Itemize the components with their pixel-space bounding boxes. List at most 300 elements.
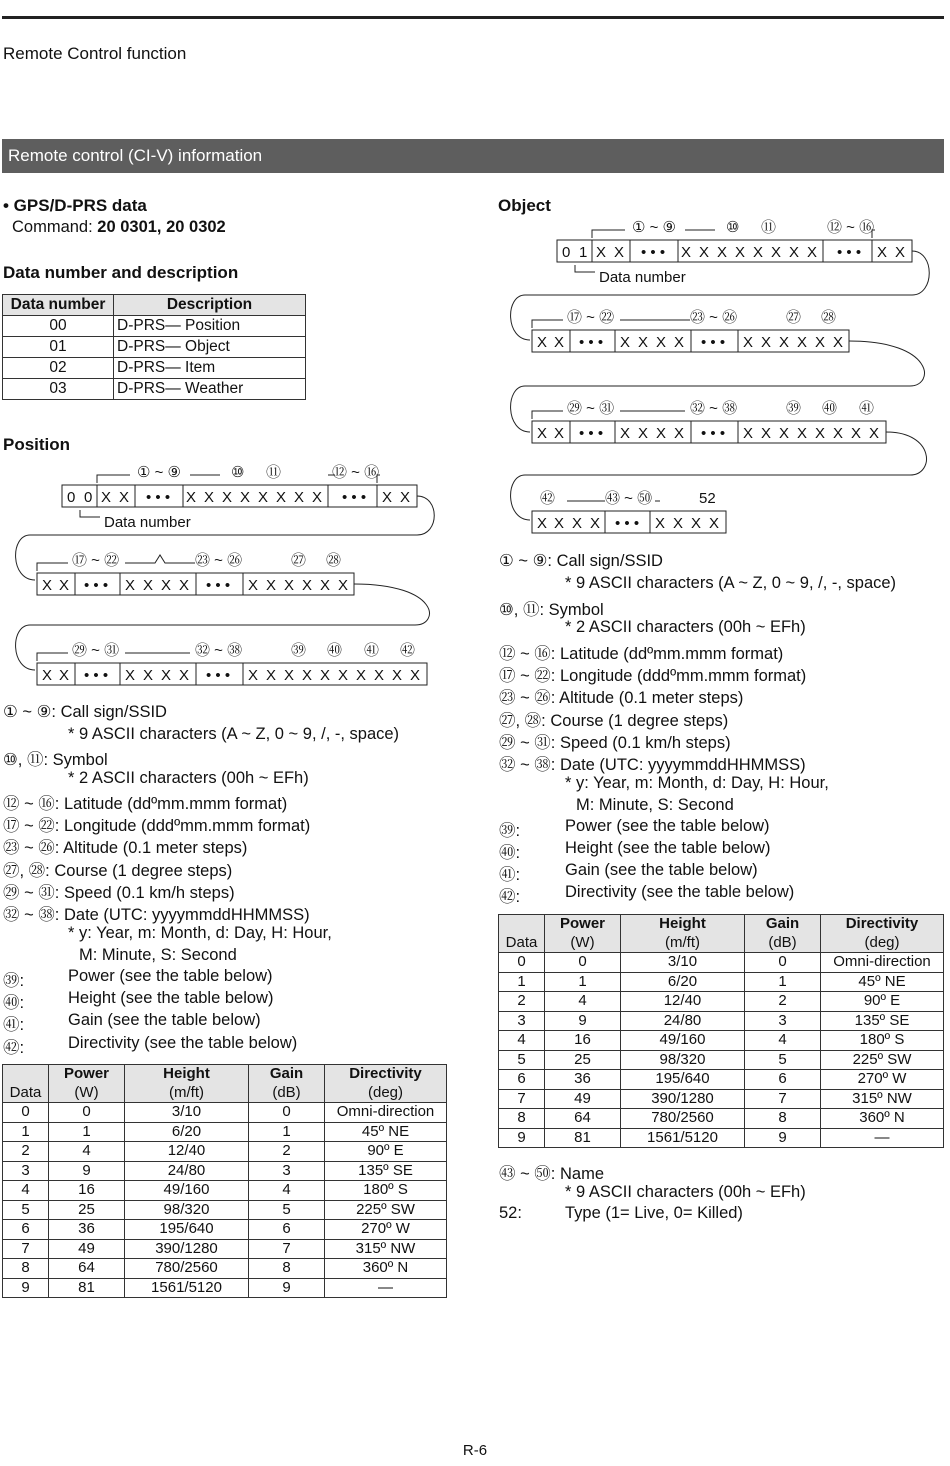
dn-header-desc: Description — [114, 295, 306, 316]
obj-label-23: ㉓ ~ ㉖ — [690, 309, 738, 326]
svg-text:X: X — [789, 244, 800, 261]
pos-label-28: ㉘ — [326, 552, 342, 569]
dn-cell: D-PRS— Weather — [114, 379, 306, 400]
pw-header — [3, 1065, 49, 1084]
pw-header: (W) — [49, 1084, 125, 1103]
svg-text:X: X — [590, 515, 601, 532]
obj-item-note: * y: Year, m: Month, d: Day, H: Hour, — [565, 774, 829, 792]
pw-cell: 390/1280 — [125, 1239, 249, 1259]
obj-item: ㉗, ㉘: Course (1 degree steps) — [499, 712, 729, 730]
svg-text:X: X — [877, 244, 888, 261]
table-row — [499, 1011, 944, 1031]
obj-extra-note: * 9 ASCII characters (00h ~ EFh) — [565, 1183, 806, 1201]
svg-text:X: X — [284, 577, 295, 594]
svg-text:X: X — [302, 577, 313, 594]
pw-cell: 1 — [49, 1122, 125, 1142]
pos-label-39: ㊴ — [291, 642, 307, 659]
svg-text:• • •: • • • — [579, 425, 604, 442]
svg-text:X: X — [674, 334, 685, 351]
pw-cell: 780/2560 — [125, 1259, 249, 1279]
svg-text:• • •: • • • — [615, 515, 640, 532]
svg-text:X: X — [895, 244, 906, 261]
svg-text:X: X — [59, 667, 70, 684]
svg-text:• • •: • • • — [206, 667, 231, 684]
table-row — [499, 1031, 944, 1051]
pw-header: Directivity — [325, 1065, 447, 1084]
pw-cell: 180º S — [325, 1181, 447, 1201]
svg-text:• • •: • • • — [84, 577, 109, 594]
svg-text:X: X — [771, 244, 782, 261]
pw-cell: 6/20 — [621, 972, 745, 992]
pw-cell: 0 — [3, 1103, 49, 1123]
pw-cell: 225º SW — [821, 1050, 944, 1070]
dn-cell: 02 — [3, 358, 114, 379]
table-row — [3, 1220, 447, 1240]
svg-text:X: X — [179, 667, 190, 684]
svg-text:X: X — [222, 489, 233, 506]
table-row — [499, 1109, 944, 1129]
pos-item: ㊴: Power (see the table below) — [3, 967, 273, 990]
svg-text:• • •: • • • — [701, 334, 726, 351]
obj-item: ⑫ ~ ⑯: Latitude (ddºmm.mmm format) — [499, 645, 784, 663]
cell-text: 0 — [84, 489, 93, 506]
svg-text:X: X — [656, 334, 667, 351]
pw-cell: Omni-direction — [821, 953, 944, 973]
pw-cell: 81 — [545, 1128, 621, 1148]
svg-text:X: X — [833, 334, 844, 351]
pw-cell: 225º SW — [325, 1200, 447, 1220]
pw-cell: 81 — [49, 1278, 125, 1298]
pw-cell: 90º E — [821, 992, 944, 1012]
svg-text:X: X — [374, 667, 385, 684]
pw-cell: 7 — [745, 1089, 821, 1109]
svg-text:1: 1 — [579, 244, 588, 261]
obj-label-10: ⑩ — [726, 219, 740, 236]
table-row — [3, 1259, 447, 1279]
pos-item: ㊷: Directivity (see the table below) — [3, 1034, 298, 1057]
pw-cell: 3 — [3, 1161, 49, 1181]
svg-text:X: X — [761, 425, 772, 442]
pw-cell: 2 — [3, 1142, 49, 1162]
svg-text:X: X — [753, 244, 764, 261]
obj-label-39: ㊴ — [786, 400, 802, 417]
pw-header: Height — [621, 915, 745, 934]
pw-cell: 98/320 — [621, 1050, 745, 1070]
obj-item: ㊷: Directivity (see the table below) — [499, 883, 795, 906]
section-banner: Remote control (CI-V) information — [2, 139, 944, 173]
pos-label-1: ① ~ ⑨ — [137, 464, 181, 481]
table-row — [499, 1050, 944, 1070]
obj-label-32: ㉜ ~ ㊳ — [690, 400, 738, 417]
pw-cell: 9 — [249, 1278, 325, 1298]
pw-cell: — — [325, 1278, 447, 1298]
pw-cell: 45º NE — [325, 1122, 447, 1142]
pw-cell: 9 — [545, 1011, 621, 1031]
pw-cell: — — [821, 1128, 944, 1148]
pw-cell: 360º N — [821, 1109, 944, 1129]
pos-label-40: ㊵ — [327, 642, 343, 659]
pw-header — [499, 915, 545, 934]
obj-label-11: ⑪ — [761, 219, 777, 236]
table-row — [3, 337, 306, 358]
object-frame-diagram — [495, 210, 945, 540]
svg-text:X: X — [302, 667, 313, 684]
pw-cell: 24/80 — [125, 1161, 249, 1181]
pw-cell: 8 — [3, 1259, 49, 1279]
pos-item: ㊶: Gain (see the table below) — [3, 1011, 261, 1034]
pw-cell: 5 — [745, 1050, 821, 1070]
svg-text:X: X — [537, 334, 548, 351]
pw-header: Data — [499, 934, 545, 953]
pw-cell: 49/160 — [125, 1181, 249, 1201]
obj-label-42: ㊷ — [540, 490, 556, 507]
pw-cell: 4 — [499, 1031, 545, 1051]
svg-text:X: X — [572, 515, 583, 532]
svg-text:X: X — [179, 577, 190, 594]
pw-header: (W) — [545, 934, 621, 953]
pw-header: (deg) — [821, 934, 944, 953]
pos-item-note: M: Minute, S: Second — [79, 946, 237, 964]
pw-cell: 16 — [545, 1031, 621, 1051]
obj-label-1: ① ~ ⑨ — [632, 219, 676, 236]
position-frame-diagram — [0, 455, 450, 695]
pw-cell: 4 — [3, 1181, 49, 1201]
svg-text:X: X — [248, 667, 259, 684]
table-row — [3, 358, 306, 379]
svg-text:X: X — [717, 244, 728, 261]
pos-label-17: ⑰ ~ ㉒ — [72, 552, 120, 569]
svg-text:X: X — [691, 515, 702, 532]
dn-header-number: Data number — [3, 295, 114, 316]
svg-text:X: X — [392, 667, 403, 684]
pw-cell: 0 — [545, 953, 621, 973]
obj-label-43: ㊸ ~ ㊿ — [605, 490, 653, 507]
position-heading: Position — [3, 435, 71, 454]
svg-text:X: X — [620, 425, 631, 442]
svg-text:X: X — [125, 667, 136, 684]
pw-cell: 6 — [499, 1070, 545, 1090]
pos-label-29: ㉙ ~ ㉛ — [72, 642, 120, 659]
svg-text:X: X — [797, 334, 808, 351]
pos-data-number-label: Data number — [104, 514, 191, 531]
svg-text:X: X — [161, 667, 172, 684]
pw-cell: 3 — [745, 1011, 821, 1031]
svg-text:X: X — [240, 489, 251, 506]
svg-text:X: X — [101, 489, 112, 506]
pw-cell: 315º NW — [325, 1239, 447, 1259]
table-row — [3, 1122, 447, 1142]
pw-cell: 6 — [745, 1070, 821, 1090]
svg-text:X: X — [143, 667, 154, 684]
pw-cell: 6/20 — [125, 1122, 249, 1142]
svg-text:X: X — [815, 334, 826, 351]
pos-label-11: ⑪ — [266, 464, 282, 481]
svg-text:X: X — [284, 667, 295, 684]
pw-cell: 24/80 — [621, 1011, 745, 1031]
pos-label-27: ㉗ — [291, 552, 307, 569]
pw-cell: 6 — [3, 1220, 49, 1240]
svg-text:X: X — [673, 515, 684, 532]
data-number-table — [2, 294, 306, 400]
svg-text:X: X — [656, 425, 667, 442]
pw-cell: 7 — [499, 1089, 545, 1109]
position-param-table — [2, 1064, 447, 1298]
pw-cell: 49/160 — [621, 1031, 745, 1051]
svg-text:• • •: • • • — [641, 244, 666, 261]
table-row — [499, 953, 944, 973]
obj-item: ⑩, ⑪: Symbol — [499, 601, 604, 619]
pw-cell: 3/10 — [621, 953, 745, 973]
pw-cell: 135º SE — [821, 1011, 944, 1031]
svg-text:X: X — [400, 489, 411, 506]
pw-header: (dB) — [249, 1084, 325, 1103]
svg-text:X: X — [681, 244, 692, 261]
command-values: 20 0301, 20 0302 — [97, 218, 226, 236]
svg-text:X: X — [266, 667, 277, 684]
svg-text:X: X — [537, 425, 548, 442]
svg-text:X: X — [410, 667, 421, 684]
obj-extra-item: ㊸ ~ ㊿: Name — [499, 1165, 604, 1183]
obj-extra-item: 52: Type (1= Live, 0= Killed) — [499, 1204, 743, 1222]
obj-label-28: ㉘ — [821, 309, 837, 326]
table-row — [3, 379, 306, 400]
svg-text:X: X — [42, 577, 53, 594]
svg-text:X: X — [815, 425, 826, 442]
obj-item: ㊶: Gain (see the table below) — [499, 861, 758, 884]
table-row — [3, 1239, 447, 1259]
pw-header: Gain — [249, 1065, 325, 1084]
pw-cell: 2 — [499, 992, 545, 1012]
pw-cell: 64 — [545, 1109, 621, 1129]
dn-heading: Data number and description — [3, 263, 239, 282]
svg-text:X: X — [125, 577, 136, 594]
pos-item: ⑰ ~ ㉒: Longitude (dddºmm.mmm format) — [3, 817, 311, 835]
pw-cell: 9 — [49, 1161, 125, 1181]
pw-cell: 0 — [745, 953, 821, 973]
svg-text:X: X — [338, 577, 349, 594]
pw-cell: 49 — [49, 1239, 125, 1259]
obj-label-12: ⑫ ~ ⑯ — [827, 219, 875, 236]
dn-cell: 03 — [3, 379, 114, 400]
svg-text:X: X — [743, 425, 754, 442]
svg-text:X: X — [320, 577, 331, 594]
obj-item: ⑰ ~ ㉒: Longitude (dddºmm.mmm format) — [499, 667, 807, 685]
pw-cell: 0 — [49, 1103, 125, 1123]
pw-cell: 3/10 — [125, 1103, 249, 1123]
pw-cell: 315º NW — [821, 1089, 944, 1109]
pos-item-note: * 9 ASCII characters (A ~ Z, 0 ~ 9, /, -, space) — [68, 725, 400, 743]
obj-label-27: ㉗ — [786, 309, 802, 326]
pw-cell: 2 — [249, 1142, 325, 1162]
pw-cell: 90º E — [325, 1142, 447, 1162]
pos-label-12: ⑫ ~ ⑯ — [332, 464, 380, 481]
obj-item-note: * 2 ASCII characters (00h ~ EFh) — [565, 618, 806, 636]
svg-text:X: X — [356, 667, 367, 684]
svg-text:X: X — [699, 244, 710, 261]
pw-header: Height — [125, 1065, 249, 1084]
pos-label-10: ⑩ — [231, 464, 245, 481]
pw-cell: 780/2560 — [621, 1109, 745, 1129]
pos-item: ㉜ ~ ㊳: Date (UTC: yyyymmddHHMMSS) — [3, 906, 310, 924]
svg-text:X: X — [248, 577, 259, 594]
pw-cell: 25 — [49, 1200, 125, 1220]
object-heading: Object — [498, 196, 551, 215]
pw-cell: 9 — [3, 1278, 49, 1298]
obj-item: ㊴: Power (see the table below) — [499, 817, 770, 840]
table-row — [3, 1181, 447, 1201]
pw-cell: 1561/5120 — [125, 1278, 249, 1298]
pos-item-note: * y: Year, m: Month, d: Day, H: Hour, — [68, 924, 332, 942]
pw-cell: 6 — [249, 1220, 325, 1240]
svg-text:X: X — [320, 667, 331, 684]
gps-title: • GPS/D-PRS data — [3, 196, 147, 215]
pw-cell: 8 — [745, 1109, 821, 1129]
svg-text:X: X — [554, 334, 565, 351]
dn-cell: D-PRS— Item — [114, 358, 306, 379]
obj-label-41: ㊶ — [859, 400, 875, 417]
svg-text:X: X — [620, 334, 631, 351]
pw-cell: 4 — [745, 1031, 821, 1051]
pw-cell: 9 — [745, 1128, 821, 1148]
dn-cell: D-PRS— Object — [114, 337, 306, 358]
dn-cell: 00 — [3, 316, 114, 337]
table-row — [3, 316, 306, 337]
svg-text:X: X — [276, 489, 287, 506]
section-header: Remote Control function — [3, 44, 187, 63]
svg-text:X: X — [655, 515, 666, 532]
pos-item: ㊵: Height (see the table below) — [3, 989, 274, 1012]
svg-text:X: X — [735, 244, 746, 261]
pos-item: ㉗, ㉘: Course (1 degree steps) — [3, 862, 233, 880]
pw-header: (dB) — [745, 934, 821, 953]
dn-cell: 01 — [3, 337, 114, 358]
svg-text:X: X — [779, 425, 790, 442]
obj-label-40: ㊵ — [822, 400, 838, 417]
position-row1-cells — [62, 485, 417, 507]
obj-item: ㉓ ~ ㉖: Altitude (0.1 meter steps) — [499, 689, 744, 707]
svg-text:X: X — [294, 489, 305, 506]
obj-item: ㉙ ~ ㉛: Speed (0.1 km/h steps) — [499, 734, 731, 752]
pw-header: (m/ft) — [125, 1084, 249, 1103]
pw-cell: 1561/5120 — [621, 1128, 745, 1148]
table-row — [499, 992, 944, 1012]
svg-text:X: X — [674, 425, 685, 442]
obj-label-17: ⑰ ~ ㉒ — [567, 309, 615, 326]
pw-cell: 64 — [49, 1259, 125, 1279]
table-row — [499, 1128, 944, 1148]
pw-cell: 5 — [3, 1200, 49, 1220]
obj-label-52: 52 — [699, 490, 716, 507]
svg-text:X: X — [797, 425, 808, 442]
svg-text:X: X — [596, 244, 607, 261]
pw-header: Data — [3, 1084, 49, 1103]
table-row — [3, 1065, 447, 1084]
pos-item: ㉙ ~ ㉛: Speed (0.1 km/h steps) — [3, 884, 235, 902]
command-line — [12, 218, 226, 237]
pos-label-32: ㉜ ~ ㊳ — [195, 642, 243, 659]
pw-cell: 270º W — [325, 1220, 447, 1240]
svg-text:X: X — [338, 667, 349, 684]
pw-cell: 4 — [545, 992, 621, 1012]
obj-item: ㉜ ~ ㊳: Date (UTC: yyyymmddHHMMSS) — [499, 756, 806, 774]
top-rule — [2, 16, 944, 19]
table-row — [499, 1089, 944, 1109]
pw-cell: 9 — [499, 1128, 545, 1148]
pos-label-23: ㉓ ~ ㉖ — [195, 552, 243, 569]
pw-header: (deg) — [325, 1084, 447, 1103]
command-prefix: Command: — [12, 218, 98, 236]
pw-cell: 25 — [545, 1050, 621, 1070]
pw-cell: 390/1280 — [621, 1089, 745, 1109]
pw-header: (m/ft) — [621, 934, 745, 953]
table-row — [3, 295, 306, 316]
pw-cell: 180º S — [821, 1031, 944, 1051]
pos-item: ⑩, ⑪: Symbol — [3, 751, 108, 769]
svg-text:X: X — [537, 515, 548, 532]
pw-cell: 12/40 — [125, 1142, 249, 1162]
pw-header: Power — [49, 1065, 125, 1084]
svg-text:• • •: • • • — [342, 489, 367, 506]
svg-text:• • •: • • • — [84, 667, 109, 684]
svg-text:X: X — [807, 244, 818, 261]
pw-cell: 12/40 — [621, 992, 745, 1012]
pw-cell: Omni-direction — [325, 1103, 447, 1123]
svg-text:X: X — [204, 489, 215, 506]
pos-item: ① ~ ⑨: Call sign/SSID — [3, 703, 167, 721]
pw-cell: 98/320 — [125, 1200, 249, 1220]
pw-cell: 1 — [545, 972, 621, 992]
page-number: R-6 — [462, 1442, 488, 1459]
obj-data-number-label: Data number — [599, 269, 686, 286]
pw-cell: 195/640 — [125, 1220, 249, 1240]
svg-text:X: X — [258, 489, 269, 506]
svg-text:X: X — [833, 425, 844, 442]
pw-cell: 36 — [545, 1070, 621, 1090]
pw-cell: 4 — [249, 1181, 325, 1201]
pw-cell: 4 — [49, 1142, 125, 1162]
svg-text:X: X — [266, 577, 277, 594]
obj-label-29: ㉙ ~ ㉛ — [567, 400, 615, 417]
obj-item-note: M: Minute, S: Second — [576, 796, 734, 814]
pw-cell: 7 — [3, 1239, 49, 1259]
svg-text:X: X — [743, 334, 754, 351]
svg-text:X: X — [59, 577, 70, 594]
dn-cell: D-PRS— Position — [114, 316, 306, 337]
obj-item: ㊵: Height (see the table below) — [499, 839, 771, 862]
pw-header: Gain — [745, 915, 821, 934]
pw-cell: 270º W — [821, 1070, 944, 1090]
pw-header: Directivity — [821, 915, 944, 934]
svg-text:X: X — [554, 515, 565, 532]
table-row — [499, 1070, 944, 1090]
svg-text:X: X — [119, 489, 130, 506]
svg-text:0: 0 — [562, 244, 571, 261]
table-row — [3, 1161, 447, 1181]
pw-body — [499, 953, 944, 1148]
pw-cell: 8 — [249, 1259, 325, 1279]
table-row — [499, 972, 944, 992]
pw-cell: 195/640 — [621, 1070, 745, 1090]
pw-cell: 360º N — [325, 1259, 447, 1279]
svg-text:X: X — [761, 334, 772, 351]
svg-text:X: X — [161, 577, 172, 594]
pos-item-note: * 2 ASCII characters (00h ~ EFh) — [68, 769, 309, 787]
pw-cell: 1 — [499, 972, 545, 992]
pw-cell: 0 — [249, 1103, 325, 1123]
pw-cell: 0 — [499, 953, 545, 973]
svg-text:• • •: • • • — [837, 244, 862, 261]
svg-text:• • •: • • • — [146, 489, 171, 506]
